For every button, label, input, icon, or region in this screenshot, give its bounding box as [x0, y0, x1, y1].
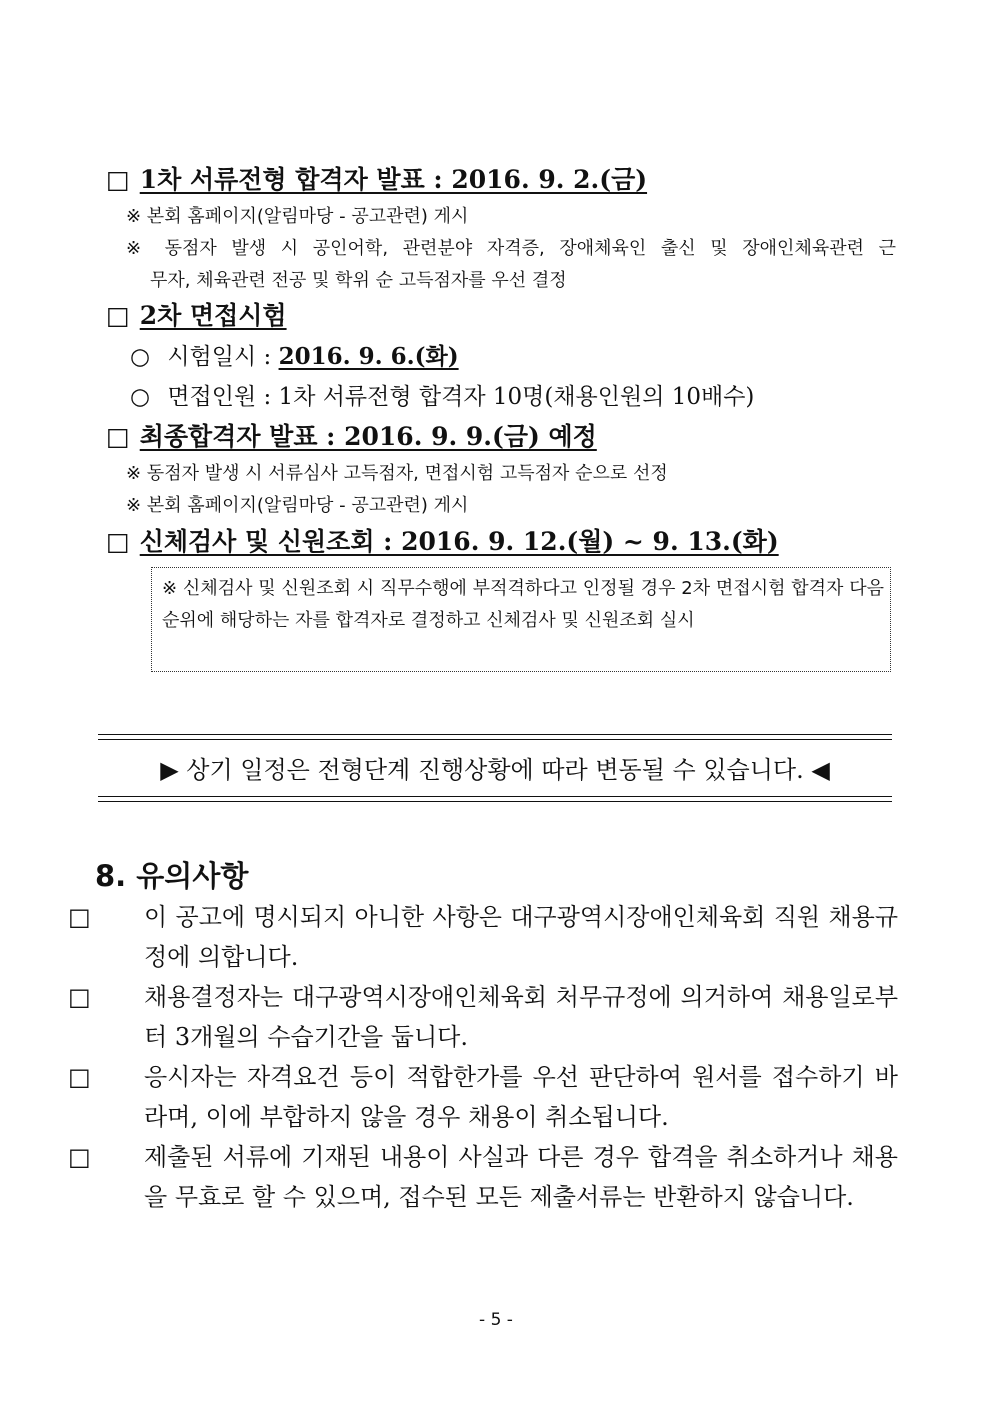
circle-bullet-icon: ○ [130, 344, 151, 370]
s8-item-4 [68, 1137, 898, 1217]
s4-heading [106, 522, 779, 558]
s4-title: 신체검사 및 신원조회 : 2016. 9. 12.(월) ~ 9. 13.(화) [139, 527, 779, 556]
checkbox-icon: □ [106, 422, 130, 451]
s8-item-2-text: 채용결정자는 대구광역시장애인체육회 처무규정에 의거하여 채용일로부터 3개월의 수습기간을 둡니다. [144, 983, 898, 1051]
s1-title: 1차 서류전형 합격자 발표 : 2016. 9. 2.(금) [139, 165, 648, 194]
s2-item-1 [130, 338, 459, 371]
page-number: - 5 - [479, 1310, 513, 1330]
s1-heading [106, 160, 647, 196]
s4-note-box [151, 567, 891, 672]
s3-title: 최종합격자 발표 : 2016. 9. 9.(금) 예정 [139, 422, 597, 451]
s2-title: 2차 면접시험 [139, 301, 287, 330]
checkbox-icon: □ [68, 1063, 91, 1091]
schedule-banner: ▶ 상기 일정은 전형단계 진행상황에 따라 변동될 수 있습니다. ◀ [160, 756, 830, 784]
banner-bottom-rule [98, 796, 892, 802]
s1-note-1: ※ 본회 홈페이지(알림마당 - 공고관련) 게시 [126, 206, 469, 227]
s3-heading [106, 417, 597, 453]
checkbox-icon: □ [68, 983, 91, 1011]
s2-item-1-label: 시험일시 : [167, 344, 279, 370]
s8-item-2 [68, 977, 898, 1057]
s4-note: ※ 신체검사 및 신원조회 시 직무수행에 부적격하다고 인정될 경우 2차 면접시험 합격자 다음 순위에 해당하는 자를 합격자로 결정하고 신체검사 및 신원조회 실시 [162, 578, 884, 631]
s1-note-3: 무자, 체육관련 전공 및 학위 순 고득점자를 우선 결정 [150, 270, 567, 291]
checkbox-icon: □ [68, 1143, 91, 1171]
s8-item-3 [68, 1057, 898, 1137]
s8-item-3-text: 응시자는 자격요건 등이 적합한가를 우선 판단하여 원서를 접수하기 바라며, 이에 부합하지 않을 경우 채용이 취소됩니다. [144, 1063, 898, 1131]
banner-top-rule [98, 734, 892, 740]
s2-item-1-value: 2016. 9. 6.(화) [278, 343, 459, 370]
checkbox-icon: □ [106, 165, 130, 194]
s8-item-1 [68, 897, 898, 977]
section-8-title: 8. 유의사항 [95, 859, 249, 893]
s3-note-1: ※ 동점자 발생 시 서류심사 고득점자, 면접시험 고득점자 순으로 선정 [126, 463, 668, 484]
s3-note-2: ※ 본회 홈페이지(알림마당 - 공고관련) 게시 [126, 495, 469, 516]
checkbox-icon: □ [106, 527, 130, 556]
s2-item-2-text: 면접인원 : 1차 서류전형 합격자 10명(채용인원의 10배수) [167, 384, 755, 410]
checkbox-icon: □ [68, 903, 91, 931]
s2-heading [106, 296, 287, 332]
s8-item-4-text: 제출된 서류에 기재된 내용이 사실과 다른 경우 합격을 취소하거나 채용을 무효로 할 수 있으며, 접수된 모든 제출서류는 반환하지 않습니다. [144, 1143, 898, 1211]
circle-bullet-icon: ○ [130, 384, 151, 410]
s1-note-2: ※ 동점자 발생 시 공인어학, 관련분야 자격증, 장애체육인 출신 및 장애인체육관련 근 [126, 238, 896, 259]
checkbox-icon: □ [106, 301, 130, 330]
s2-item-2 [130, 378, 754, 411]
s8-item-1-text: 이 공고에 명시되지 아니한 사항은 대구광역시장애인체육회 직원 채용규정에 의합니다. [144, 903, 898, 971]
